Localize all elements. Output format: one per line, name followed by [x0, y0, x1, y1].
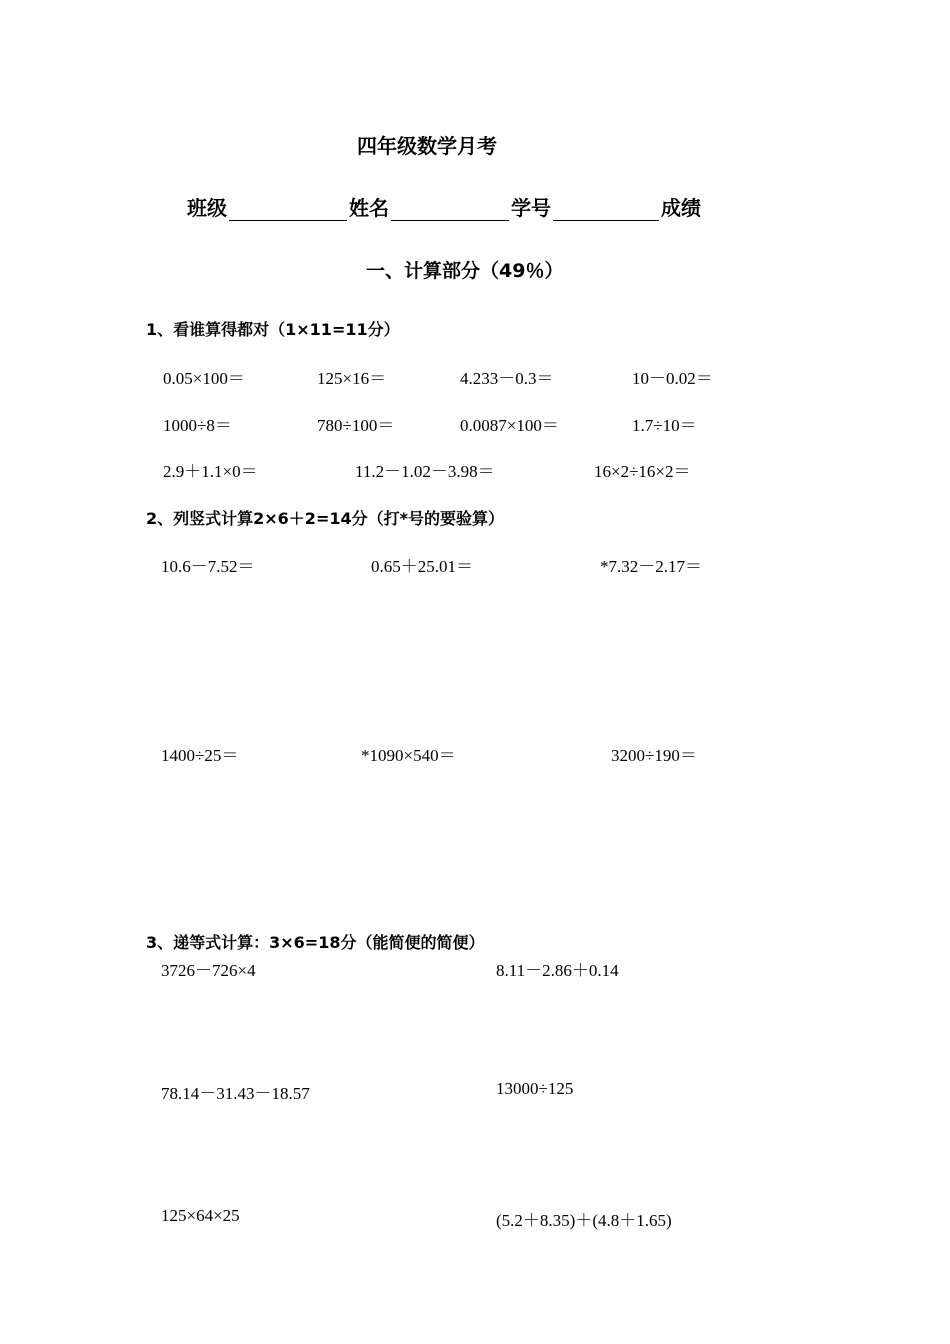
class-label: 班级: [187, 196, 227, 220]
question-2-heading: 2、列竖式计算2×6＋2=14分（打*号的要验算）: [146, 509, 504, 528]
problem: 0.0087×100＝: [460, 416, 559, 435]
id-label: 学号: [511, 196, 551, 220]
problem: 1.7÷10＝: [632, 416, 697, 435]
id-blank[interactable]: [553, 202, 659, 221]
problem: *1090×540＝: [361, 746, 456, 765]
question-1-heading: 1、看谁算得都对（1×11=11分）: [146, 320, 400, 339]
problem: 78.14－31.43－18.57: [161, 1084, 310, 1103]
problem: 13000÷125: [496, 1079, 574, 1098]
question-3-heading: 3、递等式计算：3×6=18分（能简便的简便）: [146, 933, 485, 952]
problem: 125×16＝: [317, 369, 387, 388]
problem: 0.65＋25.01＝: [371, 557, 473, 576]
problem: 1400÷25＝: [161, 746, 239, 765]
name-label: 姓名: [349, 196, 389, 220]
problem: 125×64×25: [161, 1206, 240, 1225]
name-blank[interactable]: [391, 202, 509, 221]
problem: 10－0.02＝: [632, 369, 713, 388]
problem: 8.11－2.86＋0.14: [496, 961, 619, 980]
score-label: 成绩: [661, 196, 701, 220]
problem: 3726－726×4: [161, 961, 256, 980]
problem: 2.9＋1.1×0＝: [163, 462, 258, 481]
problem: 1000÷8＝: [163, 416, 232, 435]
problem: *7.32－2.17＝: [600, 557, 702, 576]
problem: 780÷100＝: [317, 416, 395, 435]
class-blank[interactable]: [229, 202, 347, 221]
student-info-line: [187, 192, 701, 221]
problem: 0.05×100＝: [163, 369, 245, 388]
problem: (5.2＋8.35)＋(4.8＋1.65): [496, 1211, 672, 1230]
problem: 10.6－7.52＝: [161, 557, 255, 576]
problem: 3200÷190＝: [611, 746, 697, 765]
problem: 16×2÷16×2＝: [594, 462, 691, 481]
problem: 4.233－0.3＝: [460, 369, 554, 388]
problem: 11.2－1.02－3.98＝: [355, 462, 495, 481]
section-heading: 一、计算部分（49％）: [366, 260, 564, 282]
page-title: 四年级数学月考: [357, 134, 497, 158]
